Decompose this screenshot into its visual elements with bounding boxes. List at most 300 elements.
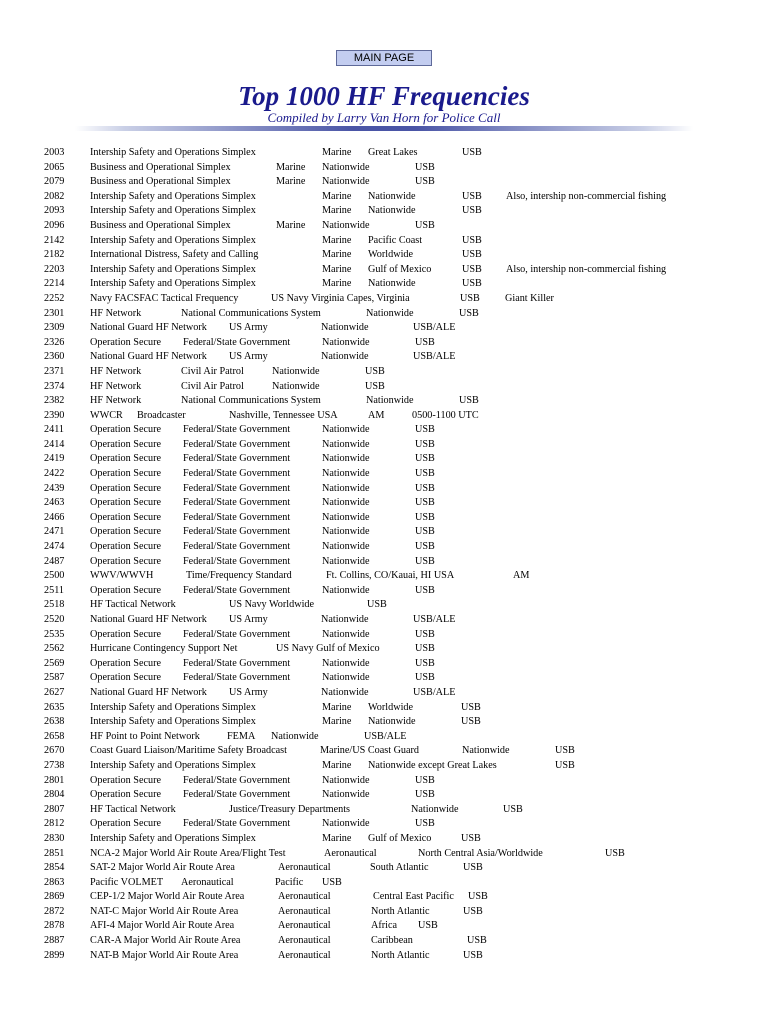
frequency-row <box>0 452 768 467</box>
cell-area: Nationwide except Great Lakes <box>368 759 497 771</box>
frequency-row <box>0 657 768 672</box>
cell-service: Operation Secure <box>90 526 161 538</box>
cell-frequency: 2807 <box>44 803 65 815</box>
frequency-row <box>0 365 768 380</box>
cell-service: Coast Guard Liaison/Maritime Safety Broadcast <box>90 745 287 757</box>
cell-frequency: 2371 <box>44 365 65 377</box>
cell-mode: USB <box>415 468 435 480</box>
frequency-row <box>0 715 768 730</box>
cell-service: SAT-2 Major World Air Route Area <box>90 862 235 874</box>
cell-agency: Federal/State Government <box>183 336 291 348</box>
cell-agency: US Navy Gulf of Mexico <box>276 643 380 655</box>
cell-mode: USB <box>467 935 487 947</box>
cell-mode: USB <box>503 803 523 815</box>
frequency-row <box>0 613 768 628</box>
cell-agency: Marine <box>322 147 352 158</box>
cell-area: Nashville, Tennessee USA <box>229 409 338 421</box>
cell-mode: USB <box>415 818 435 830</box>
frequency-row <box>0 277 768 292</box>
cell-mode: USB <box>415 657 435 669</box>
cell-agency: Marine <box>276 219 306 231</box>
cell-mode: USB <box>461 716 481 728</box>
frequency-row <box>0 788 768 803</box>
cell-agency: Marine <box>322 263 352 275</box>
frequency-row <box>0 540 768 555</box>
cell-frequency: 2872 <box>44 905 65 917</box>
frequency-row <box>0 467 768 482</box>
cell-area: Nationwide <box>322 161 370 173</box>
cell-area: Nationwide <box>322 628 370 640</box>
cell-frequency: 2252 <box>44 292 65 304</box>
cell-mode: USB <box>365 365 385 377</box>
cell-agency: Federal/State Government <box>183 468 291 480</box>
cell-frequency: 2422 <box>44 468 65 480</box>
cell-agency: Marine <box>322 716 352 728</box>
cell-mode: USB <box>415 555 435 567</box>
cell-agency: Marine <box>276 176 306 188</box>
cell-mode: USB <box>415 672 435 684</box>
cell-agency: Civil Air Patrol <box>181 380 244 392</box>
cell-agency: Aeronautical <box>278 920 331 932</box>
cell-service: Operation Secure <box>90 584 161 596</box>
cell-frequency: 2142 <box>44 234 65 246</box>
cell-mode: USB <box>415 219 435 231</box>
cell-frequency: 2801 <box>44 774 65 786</box>
cell-frequency: 2812 <box>44 818 65 830</box>
frequency-row <box>0 701 768 716</box>
cell-mode: USB <box>415 176 435 188</box>
frequency-row <box>0 219 768 234</box>
cell-agency: Federal/State Government <box>183 584 291 596</box>
cell-frequency: 2562 <box>44 643 65 655</box>
cell-service: Pacific VOLMET <box>90 876 164 888</box>
cell-service: HF Network <box>90 395 142 407</box>
frequency-row <box>0 307 768 322</box>
cell-mode: USB/ALE <box>364 730 407 742</box>
frequency-row <box>0 642 768 657</box>
cell-service: NAT-C Major World Air Route Area <box>90 905 239 917</box>
frequency-row <box>0 628 768 643</box>
cell-frequency: 2587 <box>44 672 65 684</box>
cell-agency: US Navy Worldwide <box>229 599 315 611</box>
cell-area: Nationwide <box>322 789 370 801</box>
cell-frequency: 2411 <box>44 424 64 436</box>
cell-agency: Federal/State Government <box>183 555 291 567</box>
frequency-row <box>0 482 768 497</box>
cell-area: Worldwide <box>368 249 414 261</box>
cell-agency: Federal/State Government <box>183 438 291 450</box>
cell-area: Nationwide <box>272 365 320 377</box>
cell-service: Intership Safety and Operations Simplex <box>90 234 256 246</box>
cell-frequency: 2487 <box>44 555 65 567</box>
cell-mode: AM <box>513 570 530 582</box>
cell-area: Nationwide <box>368 190 416 202</box>
cell-frequency: 2003 <box>44 147 65 158</box>
cell-service: HF Network <box>90 380 142 392</box>
cell-notes: Also, intership non-commercial fishing <box>506 190 667 202</box>
cell-area: Nationwide <box>366 395 414 407</box>
cell-area: Nationwide <box>321 322 369 334</box>
cell-frequency: 2360 <box>44 351 65 363</box>
cell-area: USB <box>367 599 387 611</box>
frequency-row <box>0 861 768 876</box>
cell-area: North Atlantic <box>371 905 430 917</box>
cell-frequency: 2414 <box>44 438 65 450</box>
cell-mode: USB <box>463 949 483 961</box>
cell-area: Nationwide <box>411 803 459 815</box>
cell-mode: USB <box>415 511 435 523</box>
cell-agency: Federal/State Government <box>183 482 291 494</box>
cell-frequency: 2511 <box>44 584 64 596</box>
cell-agency: Marine <box>322 832 352 844</box>
cell-frequency: 2374 <box>44 380 65 392</box>
frequency-row <box>0 525 768 540</box>
cell-agency: FEMA <box>227 730 256 742</box>
cell-frequency: 2569 <box>44 657 65 669</box>
cell-mode: USB <box>462 278 482 290</box>
cell-frequency: 2635 <box>44 701 65 713</box>
cell-frequency: 2518 <box>44 599 65 611</box>
frequency-row <box>0 584 768 599</box>
cell-area: Nationwide <box>322 584 370 596</box>
cell-frequency: 2463 <box>44 497 65 509</box>
cell-mode: USB/ALE <box>413 614 456 625</box>
cell-service: Operation Secure <box>90 774 161 786</box>
cell-mode: USB <box>365 380 385 392</box>
cell-agency: Marine <box>322 234 352 246</box>
cell-service: HF Network <box>90 365 142 377</box>
cell-agency: Federal/State Government <box>183 541 291 553</box>
frequency-row <box>0 321 768 336</box>
frequency-row <box>0 671 768 686</box>
frequency-row <box>0 380 768 395</box>
cell-service: Business and Operational Simplex <box>90 219 231 231</box>
cell-frequency: 2520 <box>44 614 65 625</box>
cell-frequency: 2382 <box>44 395 65 407</box>
cell-area: Nationwide <box>322 541 370 553</box>
cell-mode: USB <box>462 234 482 246</box>
cell-frequency: 2390 <box>44 409 65 421</box>
frequency-list <box>0 146 768 963</box>
cell-agency: Federal/State Government <box>183 657 291 669</box>
cell-service: Business and Operational Simplex <box>90 161 231 173</box>
cell-notes: Also, intership non-commercial fishing <box>506 263 667 275</box>
title-divider <box>75 126 693 131</box>
frequency-row <box>0 175 768 190</box>
cell-mode: USB <box>322 876 342 888</box>
cell-area: USB <box>415 643 435 655</box>
cell-agency: Aeronautical <box>278 905 331 917</box>
frequency-row <box>0 423 768 438</box>
cell-agency: Justice/Treasury Departments <box>229 803 351 815</box>
cell-agency: Federal/State Government <box>183 672 291 684</box>
frequency-row <box>0 190 768 205</box>
cell-service: Navy FACSFAC Tactical Frequency <box>90 292 239 304</box>
cell-area: Ft. Collins, CO/Kauai, HI USA <box>326 570 455 582</box>
cell-frequency: 2093 <box>44 205 65 217</box>
cell-area: North Atlantic <box>371 949 430 961</box>
cell-agency: Federal/State Government <box>183 789 291 801</box>
frequency-row <box>0 409 768 424</box>
cell-agency: National Communications System <box>181 395 321 407</box>
frequency-row <box>0 496 768 511</box>
frequency-row <box>0 336 768 351</box>
cell-frequency: 2214 <box>44 278 65 290</box>
cell-service: Intership Safety and Operations Simplex <box>90 147 256 158</box>
cell-area: Nationwide <box>322 336 370 348</box>
cell-service: Operation Secure <box>90 628 161 640</box>
cell-frequency: 2309 <box>44 322 65 334</box>
cell-agency: Aeronautical <box>278 862 331 874</box>
frequency-row <box>0 832 768 847</box>
frequency-row <box>0 438 768 453</box>
cell-service: National Guard HF Network <box>90 614 207 625</box>
cell-service: Operation Secure <box>90 424 161 436</box>
frequency-row <box>0 730 768 745</box>
cell-service: HF Tactical Network <box>90 599 176 611</box>
cell-frequency: 2670 <box>44 745 65 757</box>
cell-frequency: 2079 <box>44 176 65 188</box>
cell-mode: USB <box>555 745 575 757</box>
cell-agency: US Army <box>229 322 268 334</box>
cell-service: Operation Secure <box>90 468 161 480</box>
cell-service: Intership Safety and Operations Simplex <box>90 832 256 844</box>
cell-agency: US Navy Virginia Capes, Virginia <box>271 292 410 304</box>
cell-mode: USB <box>462 249 482 261</box>
frequency-row <box>0 161 768 176</box>
cell-service: Operation Secure <box>90 672 161 684</box>
page-subtitle: Compiled by Larry Van Horn for Police Call <box>267 110 501 125</box>
cell-area: North Central Asia/Worldwide <box>418 847 543 859</box>
cell-frequency: 2738 <box>44 759 65 771</box>
cell-frequency: 2627 <box>44 686 65 698</box>
cell-frequency: 2065 <box>44 161 65 173</box>
frequency-row <box>0 350 768 365</box>
cell-agency: Marine <box>322 190 352 202</box>
cell-agency: Marine <box>322 701 352 713</box>
frequency-row <box>0 949 768 964</box>
frequency-row <box>0 905 768 920</box>
cell-service: Intership Safety and Operations Simplex <box>90 716 256 728</box>
cell-mode: USB <box>415 453 435 465</box>
cell-frequency: 2638 <box>44 716 65 728</box>
cell-agency: Aeronautical <box>278 891 331 903</box>
cell-area: Worldwide <box>368 701 414 713</box>
cell-mode: USB/ALE <box>413 351 456 363</box>
cell-service: Intership Safety and Operations Simplex <box>90 759 256 771</box>
cell-mode: USB <box>462 147 482 158</box>
cell-mode: USB/ALE <box>413 322 456 334</box>
cell-area: Nationwide <box>322 468 370 480</box>
cell-service: CAR-A Major World Air Route Area <box>90 935 241 947</box>
cell-area: Nationwide <box>322 176 370 188</box>
cell-mode: AM <box>368 409 385 421</box>
cell-area: Nationwide <box>322 818 370 830</box>
cell-service: AFI-4 Major World Air Route Area <box>90 920 235 932</box>
cell-mode: USB <box>415 482 435 494</box>
cell-service: Operation Secure <box>90 336 161 348</box>
cell-agency: Time/Frequency Standard <box>186 570 292 582</box>
cell-agency: Federal/State Government <box>183 453 291 465</box>
cell-service: Operation Secure <box>90 497 161 509</box>
cell-notes: 0500-1100 UTC <box>412 409 479 421</box>
cell-mode: USB <box>415 584 435 596</box>
frequency-row <box>0 234 768 249</box>
cell-mode: USB <box>418 920 438 932</box>
cell-mode: USB <box>415 774 435 786</box>
cell-service: Operation Secure <box>90 482 161 494</box>
frequency-row <box>0 774 768 789</box>
cell-agency: Marine <box>322 759 352 771</box>
cell-area: South Atlantic <box>370 862 429 874</box>
cell-area: Nationwide <box>321 614 369 625</box>
cell-frequency: 2535 <box>44 628 65 640</box>
cell-frequency: 2869 <box>44 891 65 903</box>
cell-service: Intership Safety and Operations Simplex <box>90 701 256 713</box>
cell-mode: Giant Killer <box>505 292 554 304</box>
frequency-row <box>0 248 768 263</box>
cell-agency: Aeronautical <box>278 935 331 947</box>
cell-frequency: 2830 <box>44 832 65 844</box>
cell-area: Gulf of Mexico <box>368 263 432 275</box>
cell-service: HF Network <box>90 307 142 319</box>
cell-service: International Distress, Safety and Calling <box>90 249 259 261</box>
cell-agency: US Army <box>229 686 268 698</box>
cell-mode: USB <box>462 263 482 275</box>
cell-agency: National Communications System <box>181 307 321 319</box>
cell-area: Nationwide <box>322 424 370 436</box>
cell-frequency: 2887 <box>44 935 65 947</box>
cell-frequency: 2851 <box>44 847 65 859</box>
cell-area: Nationwide <box>271 730 319 742</box>
cell-mode: USB <box>415 789 435 801</box>
cell-agency: Broadcaster <box>137 409 186 421</box>
cell-mode: USB <box>415 628 435 640</box>
main-page-button[interactable]: MAIN PAGE <box>336 50 432 66</box>
cell-mode: USB <box>415 161 435 173</box>
cell-agency: Marine <box>322 249 352 261</box>
cell-service: Operation Secure <box>90 555 161 567</box>
cell-service: Intership Safety and Operations Simplex <box>90 205 256 217</box>
cell-agency: Federal/State Government <box>183 497 291 509</box>
cell-agency: Marine/US Coast Guard <box>320 745 420 757</box>
cell-area: Nationwide <box>322 482 370 494</box>
cell-area: Nationwide <box>322 453 370 465</box>
cell-frequency: 2096 <box>44 219 65 231</box>
cell-frequency: 2326 <box>44 336 65 348</box>
cell-frequency: 2466 <box>44 511 65 523</box>
cell-area: Nationwide <box>368 205 416 217</box>
cell-service: HF Tactical Network <box>90 803 176 815</box>
cell-mode: USB <box>555 759 575 771</box>
cell-area: Central East Pacific <box>373 891 454 903</box>
cell-service: Operation Secure <box>90 657 161 669</box>
cell-frequency: 2500 <box>44 570 65 582</box>
cell-area: Nationwide <box>368 716 416 728</box>
cell-service: National Guard HF Network <box>90 351 207 363</box>
cell-frequency: 2474 <box>44 541 65 553</box>
cell-mode: USB <box>415 541 435 553</box>
cell-service: Operation Secure <box>90 541 161 553</box>
cell-area: Caribbean <box>371 935 413 947</box>
cell-mode: USB <box>605 847 625 859</box>
cell-service: National Guard HF Network <box>90 322 207 334</box>
frequency-row <box>0 292 768 307</box>
cell-service: Operation Secure <box>90 453 161 465</box>
cell-mode: USB <box>462 205 482 217</box>
cell-mode: USB <box>468 891 488 903</box>
cell-service: Operation Secure <box>90 789 161 801</box>
frequency-row <box>0 263 768 278</box>
cell-service: Operation Secure <box>90 511 161 523</box>
cell-area: USB <box>460 292 480 304</box>
cell-area: Africa <box>371 920 398 932</box>
cell-service: Intership Safety and Operations Simplex <box>90 263 256 275</box>
cell-mode: USB/ALE <box>413 686 456 698</box>
cell-area: Nationwide <box>322 657 370 669</box>
cell-mode: USB <box>463 862 483 874</box>
cell-frequency: 2082 <box>44 190 65 202</box>
cell-frequency: 2471 <box>44 526 65 538</box>
cell-frequency: 2658 <box>44 730 65 742</box>
cell-area: Nationwide <box>322 672 370 684</box>
cell-frequency: 2863 <box>44 876 65 888</box>
cell-frequency: 2854 <box>44 862 65 874</box>
cell-mode: USB <box>459 395 479 407</box>
cell-agency: Federal/State Government <box>183 818 291 830</box>
cell-area: Nationwide <box>321 351 369 363</box>
cell-mode: USB <box>415 424 435 436</box>
cell-frequency: 2899 <box>44 949 65 961</box>
cell-service: NAT-B Major World Air Route Area <box>90 949 239 961</box>
cell-mode: USB <box>462 190 482 202</box>
cell-frequency: 2419 <box>44 453 65 465</box>
cell-frequency: 2301 <box>44 307 65 319</box>
cell-mode: USB <box>415 497 435 509</box>
cell-area: Great Lakes <box>368 147 418 158</box>
cell-service: CEP-1/2 Major World Air Route Area <box>90 891 245 903</box>
cell-service: National Guard HF Network <box>90 686 207 698</box>
cell-mode: USB <box>459 307 479 319</box>
cell-area: Nationwide <box>366 307 414 319</box>
cell-agency: US Army <box>229 614 268 625</box>
cell-agency: Federal/State Government <box>183 628 291 640</box>
frequency-row <box>0 847 768 862</box>
cell-service: WWV/WWVH <box>90 570 154 582</box>
cell-area: Nationwide <box>322 555 370 567</box>
cell-frequency: 2182 <box>44 249 65 261</box>
page-title: Top 1000 HF Frequencies <box>238 81 530 111</box>
cell-service: Intership Safety and Operations Simplex <box>90 278 256 290</box>
cell-agency: Marine <box>322 205 352 217</box>
cell-area: Pacific <box>275 876 304 888</box>
cell-service: Operation Secure <box>90 438 161 450</box>
frequency-row <box>0 204 768 219</box>
cell-area: Gulf of Mexico <box>368 832 432 844</box>
frequency-row <box>0 817 768 832</box>
cell-mode: USB <box>461 832 481 844</box>
frequency-row <box>0 555 768 570</box>
frequency-row <box>0 598 768 613</box>
cell-area: Nationwide <box>322 438 370 450</box>
frequency-row <box>0 890 768 905</box>
cell-mode: USB <box>415 438 435 450</box>
cell-area: Nationwide <box>322 219 370 231</box>
cell-agency: Federal/State Government <box>183 424 291 436</box>
cell-area: Nationwide <box>322 511 370 523</box>
cell-mode: USB <box>461 701 481 713</box>
cell-frequency: 2804 <box>44 789 65 801</box>
